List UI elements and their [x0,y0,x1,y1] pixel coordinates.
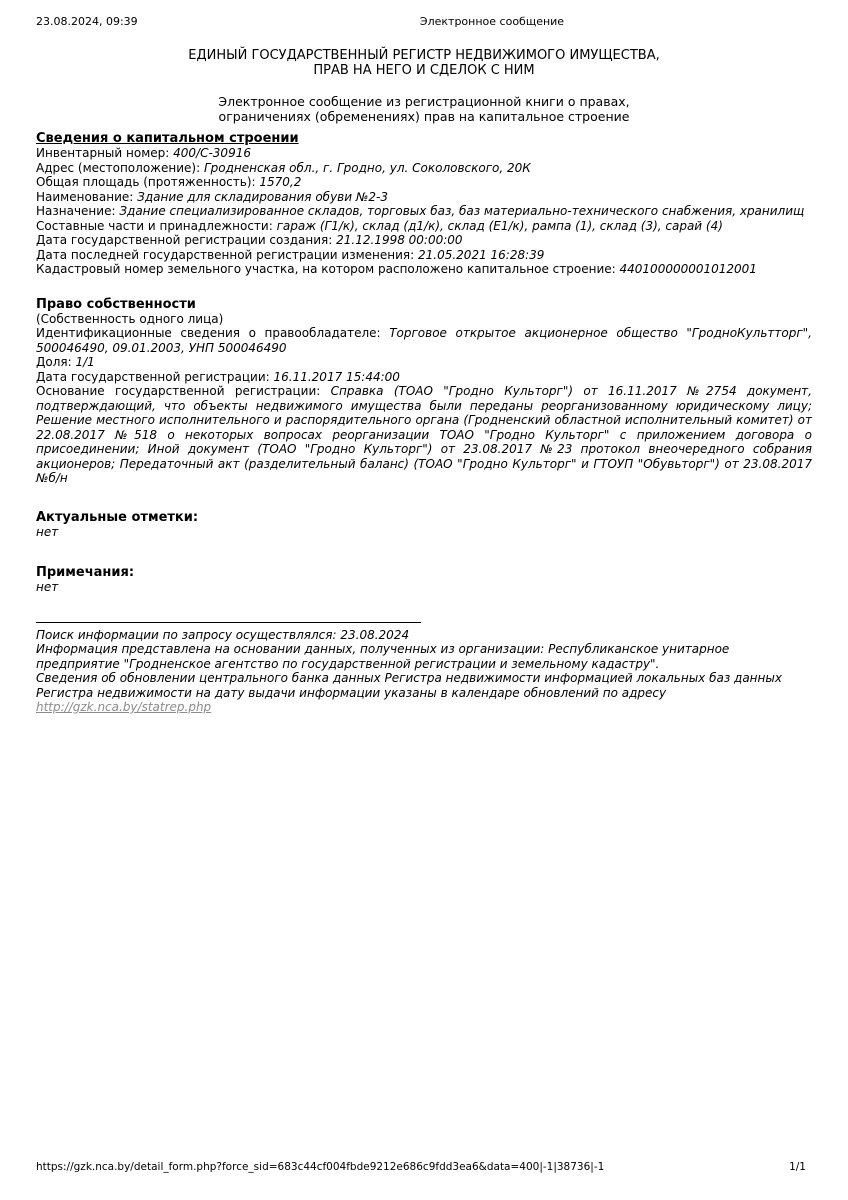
message-subtitle-line1: Электронное сообщение из регистрационной книги о правах, [218,94,630,109]
registry-title-line1: ЕДИНЫЙ ГОСУДАРСТВЕННЫЙ РЕГИСТР НЕДВИЖИМОГО ИМУЩЕСТВА, [188,48,660,63]
message-subtitle-line2: ограничениях (обременениях) прав на капитальное строение [218,109,630,124]
marks-section-heading: Актуальные отметки: [36,509,199,525]
field-creation-reg-date [36,233,812,248]
field-components [36,219,812,234]
notes-section-heading: Примечания: [36,565,135,580]
ownership-type: (Собственность одного лица) [36,311,224,326]
field-label: Дата государственной регистрации создания: [36,233,333,247]
field-last-change-reg-date [36,248,812,263]
field-value: 440100000001012001 [619,262,757,276]
search-date-label: Поиск информации по запросу осуществлялся: [36,627,337,642]
field-state-reg-date [36,370,812,385]
field-label: Дата государственной регистрации: [36,369,270,384]
field-value: 16.11.2017 15:44:00 [273,369,400,384]
field-label: Адрес (местоположение): [36,160,201,175]
update-calendar-line: Сведения об обновлении центрального банка данных Регистра недвижимости информацией локальных баз данных Регистра недвижимости на дату выдачи информации указаны в календаре обновлений по адресу [36,671,782,700]
field-address [36,161,812,176]
print-doc-title: Электронное сообщение [419,15,565,28]
field-value: Торговое открытое акционерное общество "ГродноКультторг", 500046490, 09.01.2003, УНП 500046490 [36,326,812,355]
field-share [36,355,812,370]
field-label: Назначение: [36,204,116,218]
info-footer [36,628,812,715]
notes-value: нет [36,580,59,594]
field-inventory-number [36,146,812,161]
field-value: Здание специализированное складов, торговых баз, баз материально-технического снабжения, хранилищ [119,204,805,218]
print-datetime: 23.08.2024, 09:39 [36,15,138,28]
field-value: Справка (ТОАО "Гродно Культорг") от 16.11.2017 №2754 документ, подтверждающий, что объекты недвижимого имущества были переданы реорганизованному юридическому лицу; Решение местного исполнительного и распорядительного органа (Гродненский областной исполнительный комитет) от 22.08.2017 №518 о некоторых вопросах реорганизации ТОАО "Гродно Культорг" с приложением договора о присоединении; Иной документ (ТОАО "Гродно Культорг") от 23.08.2017 №23 протокол внеочередного собрания акционеров; Передаточный акт (разделительный баланс) (ТОАО "Гродно Культорг" и ГТОУП "Обувьторг") от 23.08.2017 №б/н [36,384,812,485]
field-label: Наименование: [36,189,134,204]
marks-value: нет [36,524,59,539]
field-label: Дата последней государственной регистрации изменения: [36,247,415,262]
field-value: 400/С-30916 [173,146,251,160]
field-value: 1570,2 [259,175,302,189]
field-building-name [36,190,812,205]
field-value: 21.12.1998 00:00:00 [336,233,463,247]
field-label: Кадастровый номер земельного участка, на котором расположено капитальное строение: [36,262,616,276]
field-value: гараж (Г1/к), склад (д1/к), склад (Е1/к), рампа (1), склад (3), сарай (4) [276,218,723,233]
field-rightsholder-info [36,326,812,355]
field-value: 1/1 [75,355,95,369]
print-footer-url: https://gzk.nca.by/detail_form.php?force_sid=683c44cf004fbde9212e686c9fdd3ea6&data=400|-1|38736|-1 [36,1161,605,1173]
ownership-section-heading: Право собственности [36,296,196,312]
registry-title [36,48,812,78]
field-label: Составные части и принадлежности: [36,218,273,233]
print-footer-page-indicator: 1/1 [789,1161,806,1173]
field-value: Здание для складирования обуви №2-3 [137,189,388,204]
field-label: Общая площадь (протяженность): [36,175,256,189]
field-value: Гродненская обл., г. Гродно, ул. Соколовского, 20К [203,160,531,175]
source-organization-line: Информация представлена на основании данных, полученных из организации: Республиканское унитарное предприятие "Гродненское агентство по государственной регистрации и земельному кадастру". [36,642,730,671]
registry-title-line2: ПРАВ НА НЕГО И СДЕЛОК С НИМ [313,63,535,78]
field-reg-basis [36,384,812,486]
document-content [36,48,812,715]
field-label: Основание государственной регистрации: [36,384,321,398]
field-cadastral-number [36,262,812,277]
search-date-line [36,628,812,643]
field-purpose [36,204,812,219]
field-label: Доля: [36,355,72,369]
building-section-heading: Сведения о капитальном строении [36,131,299,146]
separator-line [36,622,421,623]
message-subtitle [36,94,812,124]
field-value: 21.05.2021 16:28:39 [418,247,545,262]
statrep-link[interactable]: http://gzk.nca.by/statrep.php [36,700,212,714]
search-date-value: 23.08.2024 [340,627,410,642]
field-label: Инвентарный номер: [36,146,170,160]
field-total-area [36,175,812,190]
field-label: Идентификационные сведения о правообладателе: [36,326,381,340]
